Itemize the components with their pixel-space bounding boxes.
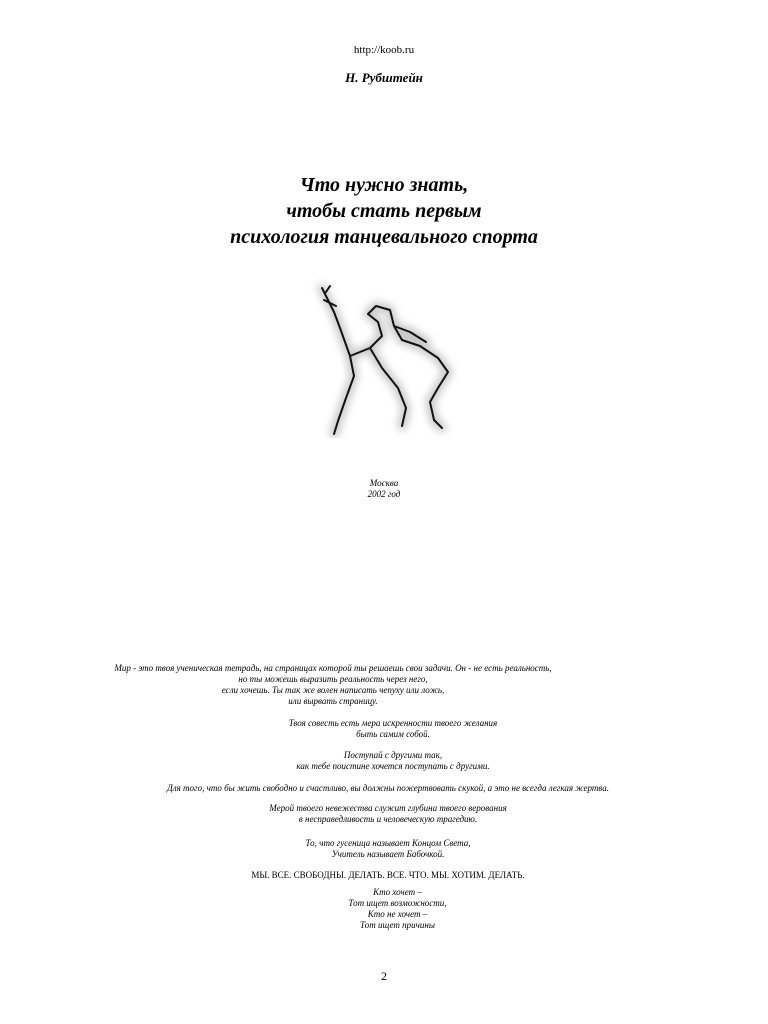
epigraph-line: Мир - это твоя ученическая тетрадь, на страницах которой ты решаешь свои задачи. Он - не есть реальность, [114,663,552,673]
imprint [0,478,768,500]
epigraph-1 [0,663,666,707]
epigraph-5 [0,803,768,825]
epigraph-line: Тот ищет причины [360,920,435,930]
epigraph-line: Кто не хочет – [367,909,428,919]
epigraph-line: Поступай с другими так, [343,750,443,760]
source-url: http://koob.ru [353,44,415,56]
epigraph-7 [0,870,768,881]
imprint-city: Москва [369,478,399,488]
epigraph-line: Тот ищет возможности, [348,898,447,908]
epigraph-8 [0,887,768,931]
epigraph-line: как тебе поистине хочется поступать с другими. [296,761,490,771]
title-line-3: психология танцевального спорта [230,226,538,248]
epigraph-line: или вырвать страницу. [288,696,378,706]
epigraph-line: если хочешь. Ты так же волен написать чепуху или ложь, [221,685,445,695]
epigraph-line: быть самим собой. [356,729,430,739]
epigraph-line: Кто хочет – [373,887,422,897]
epigraph-line: МЫ. ВСЕ. СВОБОДНЫ. ДЕЛАТЬ. ВСЕ. ЧТО. МЫ. ХОТИМ. ДЕЛАТЬ. [251,870,525,880]
imprint-year: 2002 год [367,489,401,499]
author-name: Н. Рубштейн [345,70,423,85]
title-line-2: чтобы стать первым [286,200,482,222]
epigraph-line: То, что гусеница называет Концом Света, [305,838,471,848]
title-line-1: Что нужно знать, [299,174,469,196]
epigraph-line: но ты можешь выразить реальность через него, [238,674,428,684]
epigraph-line: Учитель называет Бабочкой. [331,849,445,859]
epigraph-line: Для того, что бы жить свободно и счастливо, вы должны пожертвовать скукой, а это не всегда легкая жертва. [166,783,610,793]
page-number: 2 [381,969,387,983]
epigraph-6 [0,838,768,860]
epigraph-line: Мерой твоего невежества служит глубина твоего верования [269,803,507,813]
epigraph-3 [0,750,768,772]
epigraph-line: в несправедливость и человеческую трагедию. [298,814,478,824]
dancer-silhouette-icon [310,276,460,438]
epigraph-2 [0,718,768,740]
epigraph-4 [0,783,768,794]
epigraph-line: Твоя совесть есть мера искренности твоего желания [288,718,498,728]
book-title [0,172,768,250]
